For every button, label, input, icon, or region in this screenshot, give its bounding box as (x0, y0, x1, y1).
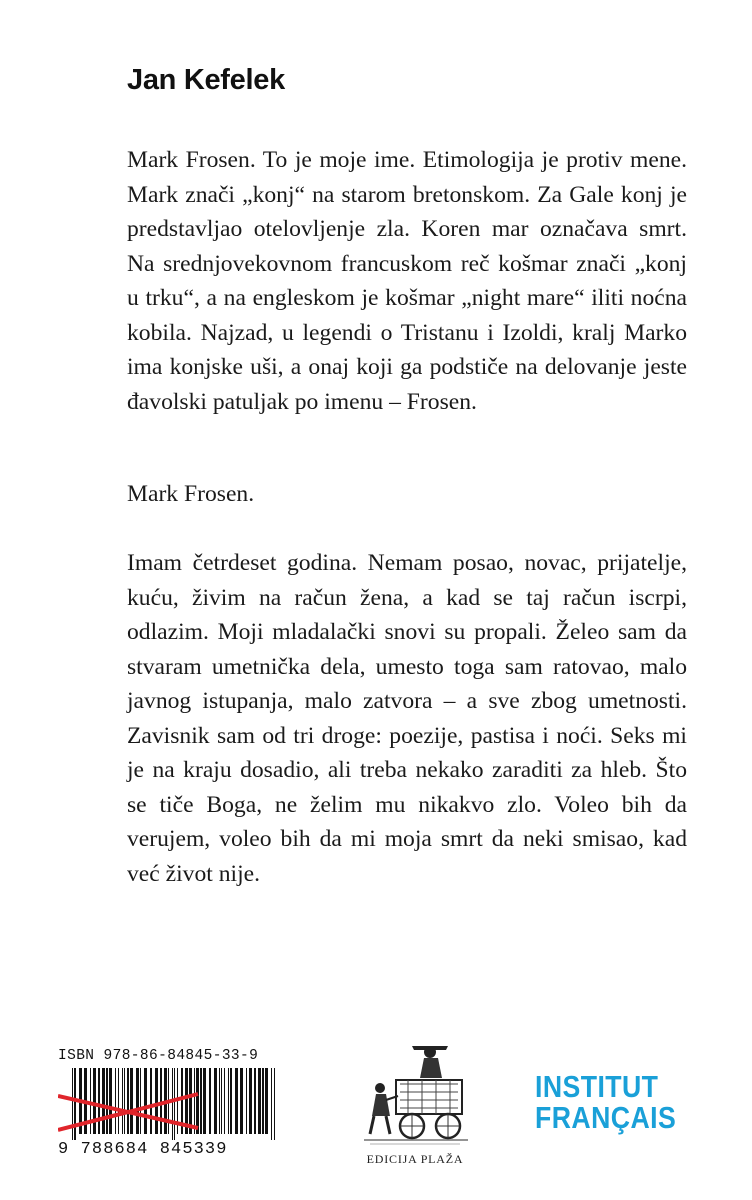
paragraph-2 (127, 477, 687, 512)
barcode-bar (228, 1068, 229, 1134)
barcode-bar (130, 1068, 133, 1134)
barcode-bar (122, 1068, 123, 1134)
institut-francais-logo (535, 1071, 705, 1133)
barcode-bar (265, 1068, 268, 1134)
barcode-bar (150, 1068, 152, 1134)
barcode-bar (219, 1068, 220, 1134)
barcode-bar (246, 1068, 247, 1134)
barcode-bar (196, 1068, 199, 1134)
barcode-bar (93, 1068, 96, 1134)
barcode-bar (118, 1068, 119, 1134)
barcode-bar (144, 1068, 147, 1134)
barcode-bar (200, 1068, 202, 1134)
ean-digits: 9 788684 845339 (58, 1140, 228, 1159)
barcode-bar (90, 1068, 91, 1134)
barcode-bar (224, 1068, 225, 1134)
barcode-bar (74, 1068, 76, 1140)
isbn-label: ISBN 978-86-84845-33-9 (58, 1048, 259, 1064)
institut-line-2: FRANÇAIS (535, 1100, 677, 1135)
barcode-bar (254, 1068, 256, 1134)
barcode-bar (240, 1068, 243, 1134)
publisher-name: EDICIJA PLAŽA (366, 1152, 464, 1166)
barcode-bar (230, 1068, 232, 1134)
barcode-bar (274, 1068, 275, 1140)
barcode-bar (262, 1068, 264, 1134)
barcode-bar (98, 1068, 100, 1134)
barcode-bar (209, 1068, 211, 1134)
barcode-bar (102, 1068, 105, 1134)
barcode-bar (235, 1068, 238, 1134)
barcode-bar (127, 1068, 129, 1134)
barcode-bar (249, 1068, 252, 1134)
barcode-bar (109, 1068, 112, 1134)
paragraph-1 (127, 143, 687, 419)
barcode-bar (271, 1068, 272, 1140)
street-vendor-cart-icon (350, 1038, 480, 1150)
author-name: Jan Kefelek (127, 64, 285, 96)
barcode-bar (258, 1068, 261, 1134)
barcode-bar (124, 1068, 125, 1134)
barcode-bar (115, 1068, 116, 1134)
publisher-logo (350, 1038, 480, 1170)
barcode-bar (203, 1068, 206, 1134)
barcode-bar (172, 1068, 173, 1140)
barcode-bar (140, 1068, 141, 1134)
paragraph-3 (127, 546, 687, 891)
isbn-barcode (58, 1048, 290, 1160)
institut-line-1: INSTITUT (535, 1069, 659, 1104)
paragraph-3-text: Imam četrdeset godina. Nemam posao, novac, prijatelje, kuću, živim na račun žena, a kad se taj račun iscrpi, odlazim. Moji mladalački snovi su propali. Želeo sam da stvaram umetnička dela, umesto toga sam ratovao, malo javnog istupanja, malo zatvora – a sve zbog umetnosti. Zavisnik sam od tri droge: poezije, pastisa i noći. Seks mi je na kraju dosadio, ali treba nekako zaraditi za hleb. Što se tiče Boga, ne želim mu nikakvo zlo. Voleo bih da verujem, voleo bih da mi moja smrt da neki smisao, kad već život nije. (127, 550, 687, 887)
barcode-bar (72, 1068, 73, 1140)
barcode-bar (194, 1068, 195, 1134)
paragraph-1-text: Mark Frosen. To je moje ime. Etimologija je protiv mene. Mark znači „konj“ na starom bretonskom. Za Gale konj je predstavljao otelovljenje zla. Koren mar označava smrt. Na srednjovekovnom francuskom reč košmar znači „konj u trku“, a na engleskom je košmar „night mare“ iliti noćna kobila. Najzad, u legendi o Tristanu i Izoldi, kralj Marko ima konjske uši, a onaj koji ga podstiče na delovanje jeste đavolski patuljak po imenu – Frosen. (127, 147, 687, 415)
paragraph-2-text: Mark Frosen. (127, 481, 255, 507)
barcode-bar (221, 1068, 222, 1134)
barcode-bar (106, 1068, 108, 1134)
barcode-bar (136, 1068, 139, 1134)
barcode-bars (58, 1068, 290, 1140)
barcode-bar (155, 1068, 158, 1134)
barcode-bar (174, 1068, 175, 1140)
barcode-bar (214, 1068, 217, 1134)
barcode-bar (160, 1068, 162, 1134)
